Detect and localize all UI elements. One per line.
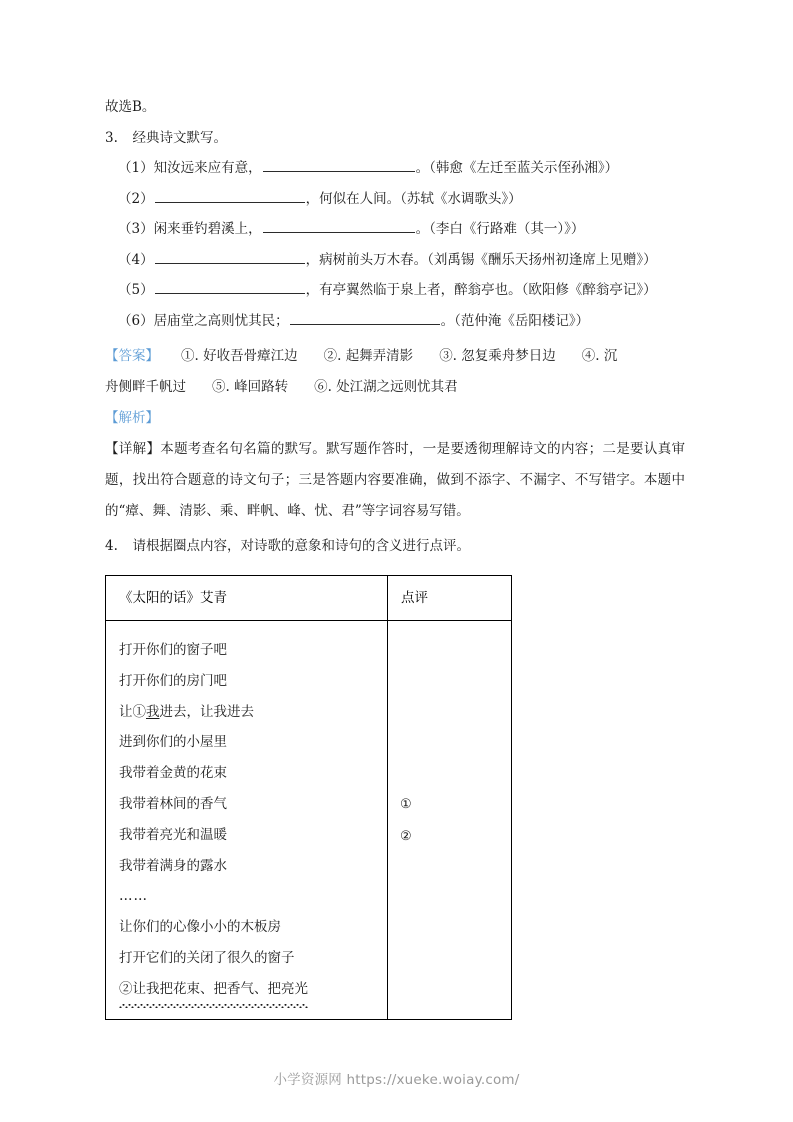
- fill-blank-4[interactable]: [155, 250, 305, 264]
- table-header-cell-poem: [106, 576, 388, 621]
- poem-line-3-suffix: 进去，让我进去: [159, 703, 254, 720]
- question-3-item-6: [105, 306, 685, 337]
- poem-line-5: 我带着金黄的花束: [119, 765, 227, 782]
- poem-body-cell: [106, 621, 388, 1020]
- poem-line-3-underlined-word: 我: [146, 703, 160, 720]
- poem-title-label: 《太阳的话》艾青: [119, 590, 227, 606]
- question-3-item-5: [105, 275, 685, 306]
- question-3-item-3: [105, 214, 685, 245]
- comment-column-label: 点评: [401, 590, 428, 606]
- answer-2-text: 起舞弄清影: [345, 348, 414, 364]
- poem-comment-table: [105, 575, 512, 1020]
- document-content: [105, 92, 685, 562]
- poem-body: [106, 621, 387, 1019]
- poem-line-7: 我带着亮光和温暖: [119, 826, 227, 843]
- table-body-row: [106, 621, 512, 1020]
- question-3-title: 经典诗文默写。: [132, 129, 227, 146]
- item-after-text: 。（李白《行路难（其一）》）: [415, 221, 585, 237]
- poem-line-1: 打开你们的窗子吧: [119, 642, 227, 658]
- question-3-item-2: [105, 184, 685, 215]
- question-4-title: 请根据圈点内容，对诗歌的意象和诗句的含义进行点评。: [132, 538, 470, 554]
- item-after-text: 。（范仲淹《岳阳楼记》）: [440, 312, 590, 329]
- poem-line-4: 进到你们的小屋里: [119, 734, 227, 751]
- item-label: （2）: [118, 190, 154, 207]
- poem-line-12: [119, 974, 387, 1007]
- poem-line-10: 让你们的心像小小的木板房: [119, 919, 281, 936]
- analysis-label-row: [105, 403, 685, 434]
- comment-mark-1: ①: [400, 797, 412, 812]
- item-before-text: 知汝远来应有意，: [153, 160, 262, 176]
- answer-5-number: ⑤.: [212, 379, 230, 395]
- answer-4-text-part1: 沉: [603, 348, 618, 364]
- poem-line-3: [119, 697, 387, 728]
- item-label: （6）: [118, 312, 154, 329]
- fill-blank-5[interactable]: [155, 280, 305, 294]
- answer-5-text: 峰回路转: [234, 379, 289, 395]
- comment-mark-2: ②: [400, 829, 412, 844]
- fill-blank-1[interactable]: [263, 158, 415, 172]
- item-before-text: 居庙堂之高则忧其民；: [153, 312, 289, 329]
- question-4-number: 4.: [105, 538, 118, 554]
- poem-line-ellipsis: ……: [119, 888, 148, 905]
- poem-line-8: 我带着满身的露水: [119, 857, 227, 874]
- previous-answer-note: 故选B。: [105, 99, 156, 115]
- answer-1-text: 好收吾骨瘴江边: [203, 348, 298, 364]
- item-before-text: 闲来垂钓碧溪上，: [153, 221, 262, 237]
- answer-1-number: ①.: [181, 348, 199, 364]
- question-3-number: 3.: [105, 129, 118, 146]
- answer-3-number: ③.: [439, 348, 457, 364]
- table-header-cell-comment: [388, 576, 512, 621]
- poem-line-12-wavy-text: ②让我把花束、把香气、把亮光: [119, 974, 308, 1007]
- comment-body-cell[interactable]: [388, 621, 512, 1020]
- answer-6-number: ⑥.: [314, 379, 332, 395]
- detail-text: 本题考查名句名篇的默写。默写题作答时，一是要透彻理解诗文的内容；二是要认真审题，找出符合题意的诗文句子；三是答题内容要准确，做到不添字、不漏字、不写错字。本题中的“瘴、舞、清影、乘、畔帆、峰、忧、君”等字词容易写错。: [105, 441, 686, 519]
- detail-explanation: [105, 434, 685, 527]
- item-label: （1）: [118, 160, 154, 176]
- question-3-item-4: [105, 245, 685, 276]
- table-header-row: [106, 576, 512, 621]
- answer-4-text-part2: 舟侧畔千帆过: [105, 379, 186, 395]
- question-3-item-1: [105, 153, 685, 184]
- answer-label: 【答案】: [105, 348, 159, 364]
- question-3-heading: [105, 123, 685, 154]
- answer-2-number: ②.: [323, 348, 342, 364]
- answer-line-1: [105, 341, 685, 372]
- analysis-label: 【解析】: [105, 410, 159, 426]
- footer-watermark: 小学资源网 https://xueke.woiay.com/: [273, 1072, 520, 1088]
- fill-blank-3[interactable]: [263, 219, 415, 233]
- fill-blank-2[interactable]: [155, 189, 305, 203]
- detail-label: 【详解】: [105, 441, 161, 457]
- poem-line-11: 打开它们的关闭了很久的窗子: [119, 949, 295, 966]
- item-label: （3）: [118, 221, 154, 237]
- answer-line-2: [105, 372, 685, 403]
- poem-line-3-prefix: 让①: [119, 703, 146, 720]
- item-after-text: ，有亭翼然临于泉上者，醉翁亭也。（欧阳修《醉翁亭记》）: [305, 282, 657, 298]
- answer-6-text: 处江湖之远则忧其君: [336, 379, 458, 395]
- comment-marks: [388, 621, 511, 1017]
- poem-line-2: 打开你们的房门吧: [119, 672, 227, 689]
- poem-line-6: 我带着林间的香气: [119, 795, 227, 812]
- item-after-text: ，病树前头万木春。（刘禹锡《酬乐天扬州初逢席上见赠》）: [305, 251, 657, 268]
- answer-4-number: ④.: [581, 348, 600, 364]
- item-label: （5）: [118, 282, 154, 298]
- question-4-heading: [105, 531, 685, 562]
- fill-blank-6[interactable]: [290, 311, 440, 325]
- item-after-text: 。（韩愈《左迁至蓝关示侄孙湘》）: [415, 160, 619, 176]
- answer-3-text: 忽复乘舟梦日边: [461, 348, 556, 364]
- item-after-text: ，何似在人间。（苏轼《水调歌头》）: [305, 190, 522, 207]
- item-label: （4）: [118, 251, 154, 268]
